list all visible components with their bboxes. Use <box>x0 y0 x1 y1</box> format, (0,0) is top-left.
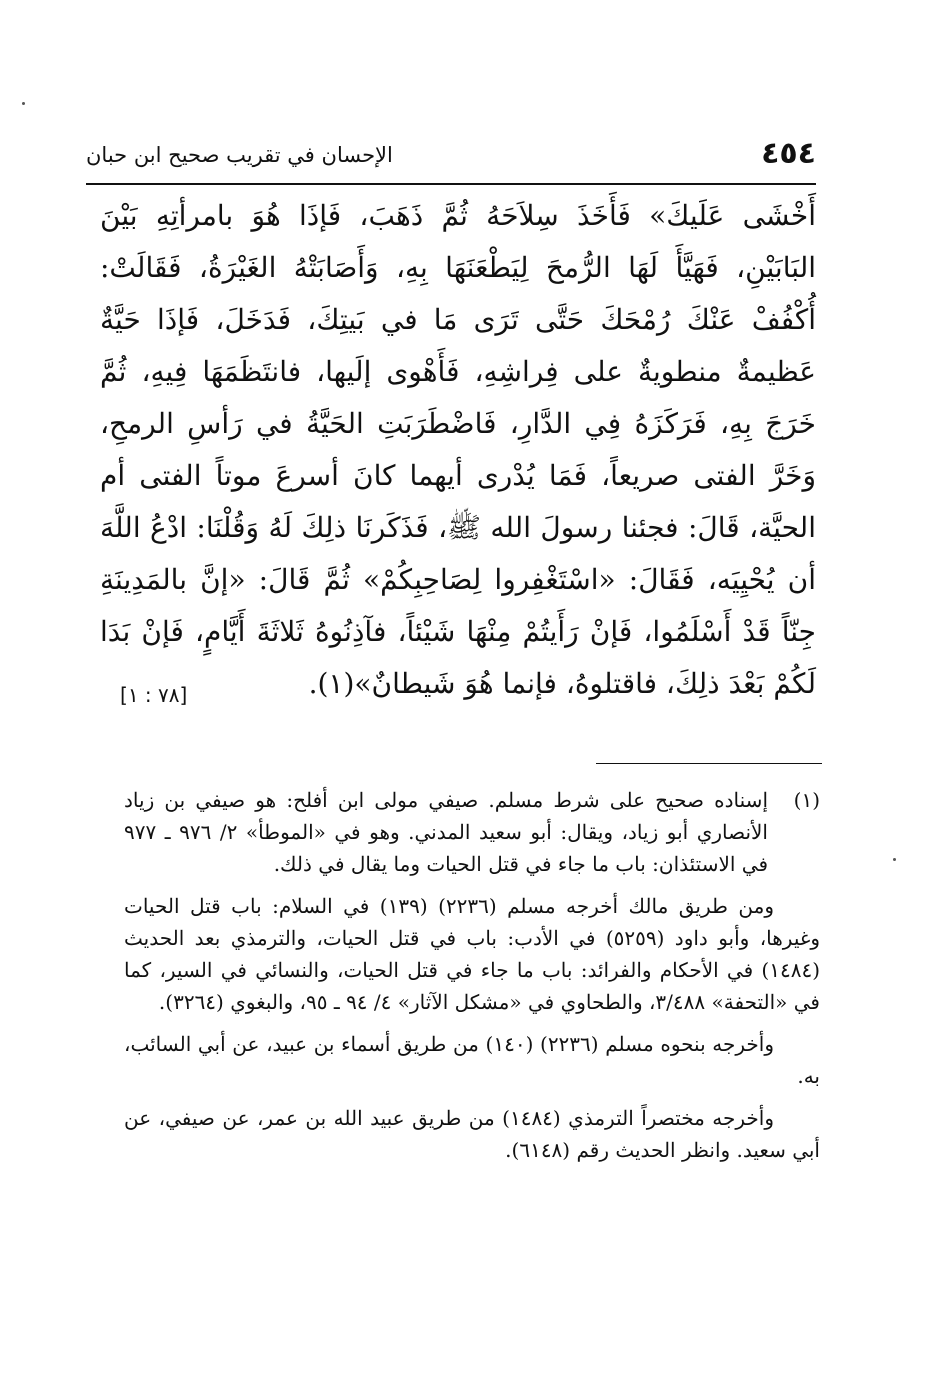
footnote-paragraph: وأخرجه مختصراً الترمذي (١٤٨٤) من طريق عبيد الله بن عمر، عن صيفي، عن أبي سعيد. وانظر الحديث رقم (٦١٤٨). <box>124 1106 820 1162</box>
hadith-text: أَخْشَى عَلَيكَ» فَأَخَذَ سِلاَحَهُ ثُمَّ ذَهَبَ، فَإذَا هُوَ بامرأتِهِ بَيْنَ البَابَيْنِ، فَهَيَّأَ لَهَا الرُّمحَ لِيَطْعَنَهَا بِهِ، وَأَصَابَتْهُ الغَيْرَةُ، فَقَالَتْ: أُكْفُفْ عَنْكَ رُمْحَكَ حَتَّى تَرَى مَا في بَيتِكَ، فَدَخَلَ، فَإذَا حَيَّةٌ عَظيمةٌ منطويةٌ على فِراشِهِ، فَأَهْوى إلَيها، فانتَظَمَهَا فِيهِ، ثُمَّ خَرَجَ بِهِ، فَرَكَزَهُ فِي الدَّارِ، فَاضْطَرَبَتِ الحَيَّةُ في رَأسِ الرمحِ، وَخَرَّ الفتى صريعاً، فَمَا يُدْرى أيهما كانَ أسرعَ موتاً الفتى أم الحيَّة، قَالَ: فجئنا رسولَ الله ﷺ، فَذَكَرنَا ذلِكَ لَهُ وَقُلْنَا: ادْعُ اللَّهَ أن يُحْيِيَه، فَقَالَ: «اسْتَغْفِروا لِصَاحِبِكُمْ» ثُمَّ قَالَ: «إنَّ بالمَدِينَةِ جِنّاً قَدْ أَسْلَمُوا، فَإنْ رَأَيتُمْ مِنْهَا شَيْئاً، فآذِنُوهُ ثَلاثَةَ أَيَّامٍ، فَإنْ بَدَا لَكُمْ بَعْدَ ذلِكَ، فاقتلوهُ، فإنما هُوَ شَيطانٌ»(١). <box>100 199 816 700</box>
footnote-paragraph: ومن طريق مالك أخرجه مسلم (٢٢٣٦) (١٣٩) في السلام: باب قتل الحيات وغيرها، وأبو داود (٥٢٥٩) في الأدب: باب في قتل الحيات، والترمذي بعد الحديث (١٤٨٤) في الأحكام والفرائد: باب ما جاء في قتل الحيات، والنسائي في السير، كما في «التحفة» ٣/٤٨٨، والطحاوي في «مشكل الآثار» ٤/ ٩٤ ـ ٩٥، والبغوي (٣٢٦٤). <box>124 894 820 1014</box>
header-rule <box>86 183 816 185</box>
page-number: ٤٥٤ <box>761 136 816 171</box>
running-title: الإحسان في تقريب صحيح ابن حبان <box>86 143 393 167</box>
page-header <box>86 136 816 180</box>
footnote-paragraph: وأخرجه بنحوه مسلم (٢٢٣٦) (١٤٠) من طريق أسماء بن عبيد، عن أبي السائب، به. <box>124 1032 820 1088</box>
scan-speck <box>22 102 25 105</box>
footnote-1 <box>124 784 820 880</box>
footnote-marker: (١) <box>793 788 820 812</box>
hadith-reference: [٧٨ : ١] <box>120 683 188 707</box>
footnote-divider <box>596 763 822 764</box>
scan-speck <box>893 858 896 861</box>
footnote-text: إسناده صحيح على شرط مسلم. صيفي مولى ابن أفلح: هو صيفي بن زياد الأنصاري أبو زياد، ويقال: أبو سعيد المدني. وهو في «الموطأ» ٢/ ٩٧٦ ـ ٩٧٧ في الاستئذان: باب ما جاء في قتل الحيات وما يقال في ذلك. <box>124 788 768 876</box>
footnotes <box>124 784 820 1166</box>
